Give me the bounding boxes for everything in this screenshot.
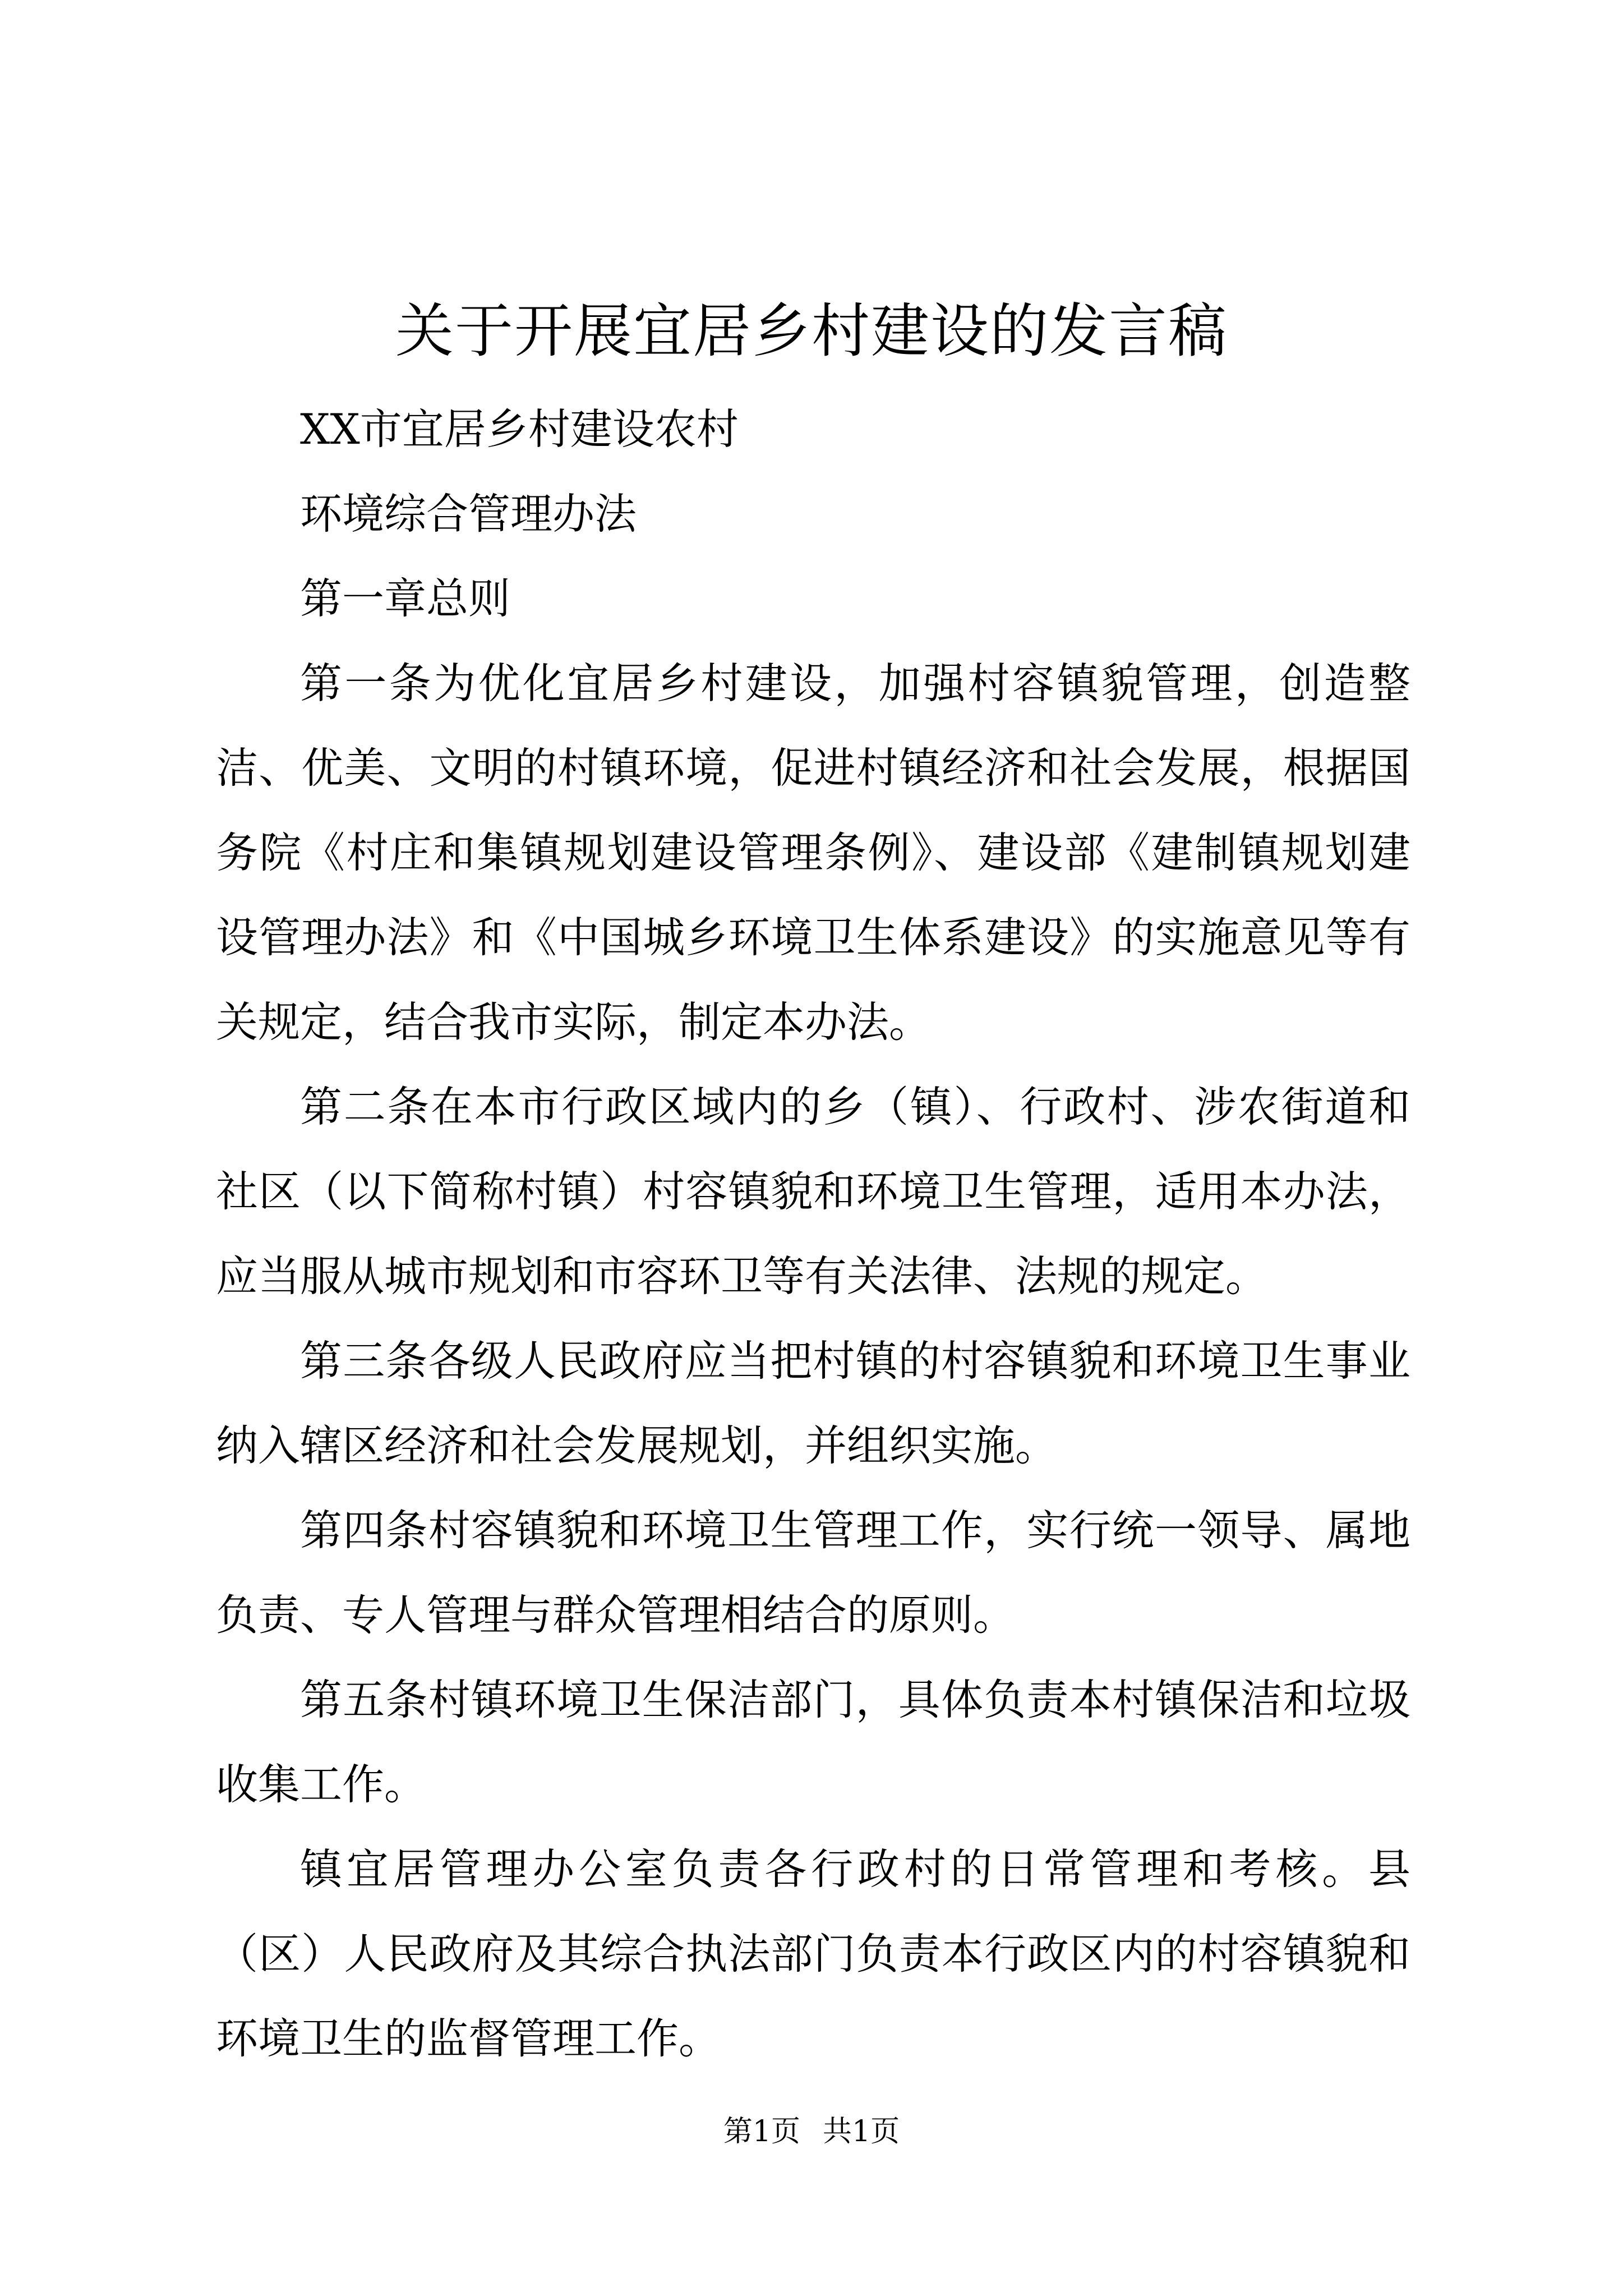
body-paragraph: 第二条在本市行政区域内的乡（镇）、行政村、涉农街道和社区（以下简称村镇）村容镇貌和环境卫生管理，适用本办法，应当服从城市规划和市容环卫等有关法律、法规的规定。 — [216, 1082, 1410, 1301]
body-paragraph: 第一条为优化宜居乡村建设，加强村容镇貌管理，创造整洁、优美、文明的村镇环境，促进村镇经济和社会发展，根据国务院《村庄和集镇规划建设管理条例》、建设部《建制镇规划建设管理办法》和《中国城乡环境卫生体系建设》的实施意见等有关规定，结合我市实际，制定本办法。 — [216, 659, 1410, 1047]
body-paragraph: 第五条村镇环境卫生保洁部门，具体负责本村镇保洁和垃圾收集工作。 — [216, 1675, 1410, 1809]
body-paragraph: 第四条村容镇貌和环境卫生管理工作，实行统一领导、属地负责、专人管理与群众管理相结合的原则。 — [216, 1506, 1410, 1640]
page-total: 共1页 — [823, 2115, 900, 2148]
body-paragraph: 第三条各级人民政府应当把村镇的村容镇貌和环境卫生事业纳入辖区经济和社会发展规划，并组织实施。 — [216, 1336, 1410, 1470]
document-body — [216, 387, 1410, 2081]
body-paragraph: 环境综合管理办法 — [300, 489, 637, 539]
document-title: 关于开展宜居乡村建设的发言稿 — [395, 297, 1228, 365]
page-number: 第1页 — [723, 2115, 800, 2148]
body-paragraph: 镇宜居管理办公室负责各行政村的日常管理和考核。县（区）人民政府及其综合执法部门负责本行政区内的村容镇貌和环境卫生的监督管理工作。 — [216, 1844, 1410, 2063]
body-paragraph: 第一章总则 — [300, 574, 511, 623]
body-paragraph: XX市宜居乡村建设农村 — [300, 404, 739, 454]
page-footer — [0, 2112, 1623, 2151]
